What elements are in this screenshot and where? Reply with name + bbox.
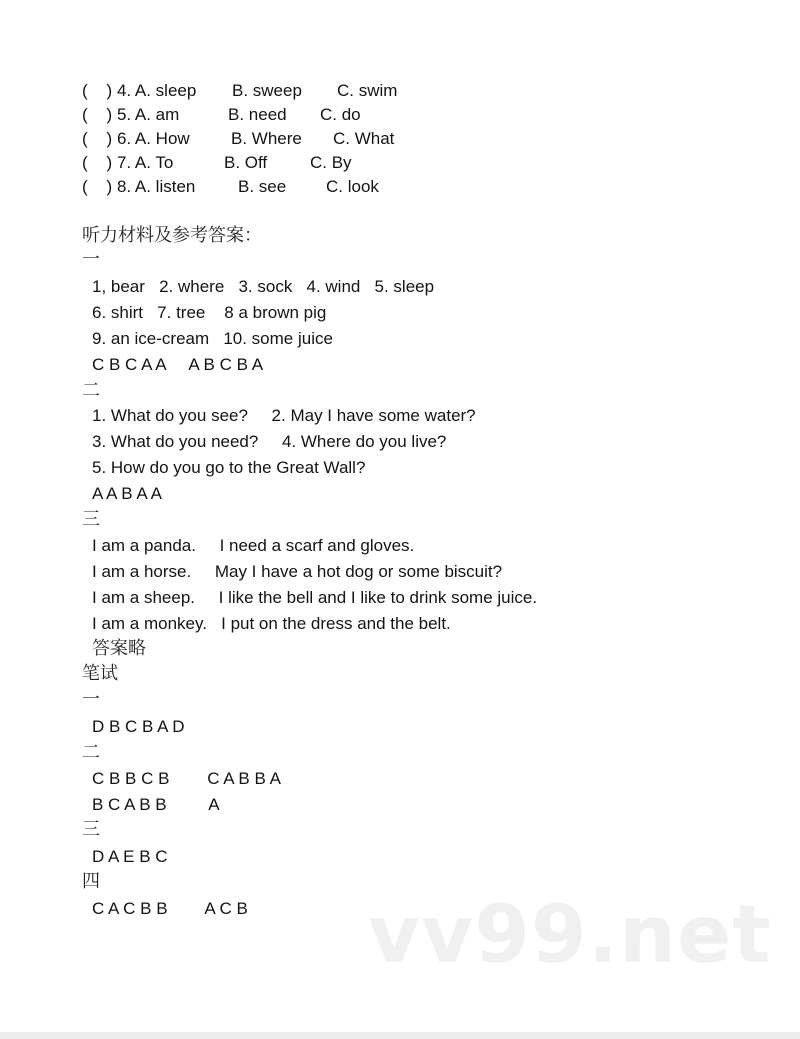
choice-b: B. sweep bbox=[232, 81, 302, 100]
choice-c: C. By bbox=[310, 153, 352, 172]
written-answers-4: C A C B B A C B bbox=[92, 899, 248, 918]
choice-c: C. look bbox=[326, 177, 379, 196]
section-mark-1: 一 bbox=[82, 249, 100, 270]
listening-question-line-2: 3. What do you need? 4. Where do you live? bbox=[92, 432, 447, 451]
choice-item-7 bbox=[82, 153, 352, 173]
listening-question-line-1: 1. What do you see? 2. May I have some water? bbox=[92, 406, 476, 425]
choice-a: ( ) 6. A. How bbox=[82, 129, 190, 148]
choice-a: ( ) 7. A. To bbox=[82, 153, 174, 172]
choice-item-6 bbox=[82, 129, 395, 149]
listening-words-line-1: 1, bear 2. where 3. sock 4. wind 5. sleep bbox=[92, 277, 435, 296]
section-mark-2: 二 bbox=[82, 380, 100, 401]
listening-answers-1: C B C A A A B C B A bbox=[92, 355, 264, 374]
choice-item-4 bbox=[82, 81, 398, 101]
choice-a: ( ) 8. A. listen bbox=[82, 177, 196, 196]
listening-question-line-3: 5. How do you go to the Great Wall? bbox=[92, 458, 366, 477]
site-watermark: vv99.net bbox=[368, 888, 772, 981]
written-mark-1: 一 bbox=[82, 689, 100, 710]
written-answers-3: D A E B C bbox=[92, 847, 168, 866]
choice-b: B. see bbox=[238, 177, 287, 196]
choice-item-8 bbox=[82, 177, 379, 197]
written-answers-2-row-2: B C A B B A bbox=[92, 795, 220, 814]
choice-b: B. Off bbox=[224, 153, 268, 172]
written-answers-1: D B C B A D bbox=[92, 717, 185, 736]
choice-b: B. Where bbox=[231, 129, 302, 148]
listening-dialog-line-4: I am a monkey. I put on the dress and the belt. bbox=[92, 614, 451, 633]
written-mark-4: 四 bbox=[82, 871, 100, 892]
listening-words-line-3: 9. an ice-cream 10. some juice bbox=[92, 329, 333, 348]
choice-b: B. need bbox=[228, 105, 287, 124]
listening-dialog-line-1: I am a panda. I need a scarf and gloves. bbox=[92, 536, 415, 555]
listening-words-line-2: 6. shirt 7. tree 8 a brown pig bbox=[92, 303, 327, 322]
page-bottom-edge bbox=[0, 1032, 800, 1039]
listening-dialog-line-2: I am a horse. May I have a hot dog or some biscuit? bbox=[92, 562, 503, 581]
choice-c: C. do bbox=[320, 105, 361, 124]
written-heading: 笔试 bbox=[82, 663, 118, 684]
choice-c: C. swim bbox=[337, 81, 398, 100]
listening-heading: 听力材料及参考答案： bbox=[82, 225, 262, 246]
answer-omitted-note: 答案略 bbox=[92, 638, 146, 659]
choice-c: C. What bbox=[333, 129, 395, 148]
choice-item-5 bbox=[82, 105, 361, 125]
listening-dialog-line-3: I am a sheep. I like the bell and I like to drink some juice. bbox=[92, 588, 538, 607]
choice-a: ( ) 4. A. sleep bbox=[82, 81, 197, 100]
choice-a: ( ) 5. A. am bbox=[82, 105, 180, 124]
section-mark-3: 三 bbox=[82, 509, 100, 530]
written-mark-2: 二 bbox=[82, 742, 100, 763]
written-answers-2-row-1: C B B C B C A B B A bbox=[92, 769, 281, 788]
written-mark-3: 三 bbox=[82, 819, 100, 840]
listening-answers-2: A A B A A bbox=[92, 484, 162, 503]
